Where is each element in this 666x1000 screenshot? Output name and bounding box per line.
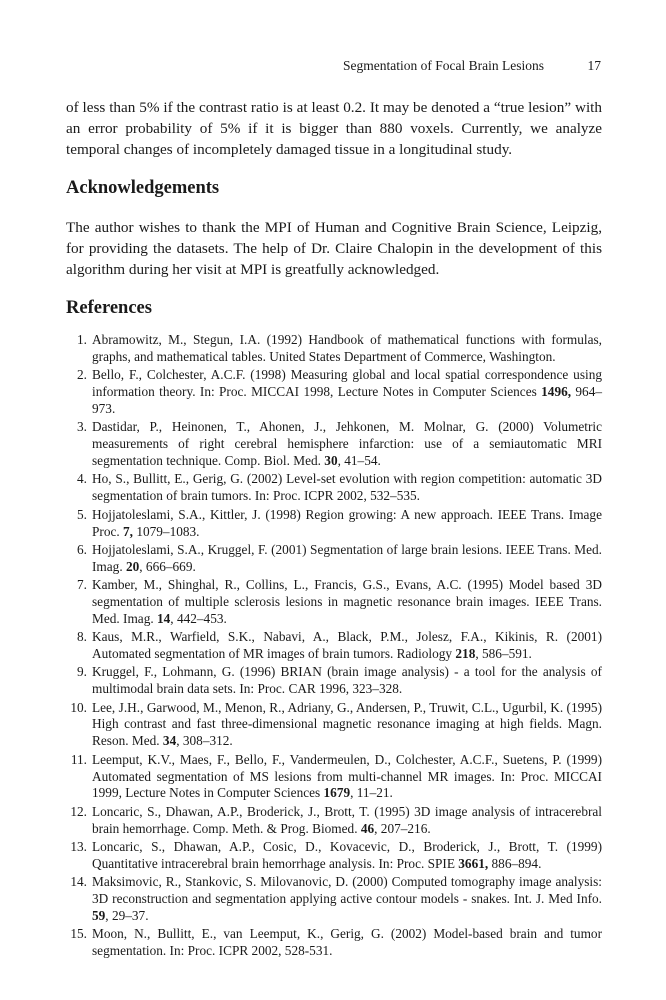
- reference-item: [66, 332, 602, 366]
- reference-number: 5.: [77, 506, 87, 522]
- reference-number: 15.: [70, 926, 87, 942]
- reference-text: Bello, F., Colchester, A.C.F. (1998) Measuring global and local spatial correspondence using information theory. In: Proc. MICCAI 1998, Lecture Notes in Computer Sciences 1496, 964–973.: [92, 367, 603, 417]
- reference-text: Leemput, K.V., Maes, F., Bello, F., Vandermeulen, D., Colchester, A.C.F., Suetens, P. (1999) Automated segmentation of MS lesions from multi-channel MR images. In: Proc. MICCAI 1999, Lecture Notes in Computer Sciences 1679, 11–21.: [92, 751, 602, 801]
- reference-text: Ho, S., Bullitt, E., Gerig, G. (2002) Level-set evolution with region competition: automatic 3D segmentation of brain tumors. In: Proc. ICPR 2002, 532–535.: [92, 471, 602, 504]
- reference-number: 14.: [70, 874, 87, 890]
- reference-item: [66, 542, 602, 576]
- reference-number: 2.: [77, 367, 87, 383]
- reference-text: Kruggel, F., Lohmann, G. (1996) BRIAN (brain image analysis) - a tool for the analysis of multimodal brain data sets. In: Proc. CAR 1996, 323–328.: [92, 664, 602, 697]
- reference-item: [66, 577, 602, 628]
- reference-text: Hojjatoleslami, S.A., Kruggel, F. (2001) Segmentation of large brain lesions. IEEE Trans. Med. Imag. 20, 666–669.: [92, 541, 602, 574]
- reference-number: 8.: [77, 629, 87, 645]
- reference-number: 10.: [70, 699, 87, 715]
- reference-number: 6.: [77, 541, 87, 557]
- reference-item: [66, 804, 602, 838]
- intro-paragraph: of less than 5% if the contrast ratio is at least 0.2. It may be denoted a “true lesion” with an error probability of 5% if it is bigger than 880 voxels. Currently, we analyze temporal changes of incompletely damaged tissue in a longitudinal study.: [66, 99, 602, 158]
- running-header-title: Segmentation of Focal Brain Lesions: [343, 58, 544, 73]
- reference-number: 3.: [77, 419, 87, 435]
- reference-volume: 218: [455, 646, 476, 662]
- reference-item: [66, 471, 602, 505]
- running-header: [343, 57, 603, 75]
- reference-volume: 59: [92, 907, 106, 923]
- reference-volume: 34: [162, 733, 177, 749]
- reference-text: Hojjatoleslami, S.A., Kittler, J. (1998) Region growing: A new approach. IEEE Trans. Image Proc. 7, 1079–1083.: [92, 506, 602, 539]
- references-list: [66, 332, 602, 961]
- reference-item: [66, 367, 602, 418]
- reference-number: 12.: [70, 803, 87, 819]
- reference-item: [66, 752, 602, 803]
- reference-number: 1.: [77, 332, 87, 347]
- reference-volume: 1679: [323, 785, 351, 801]
- reference-volume: 30: [324, 453, 338, 469]
- reference-text: Lee, J.H., Garwood, M., Menon, R., Adriany, G., Andersen, P., Truwit, C.L., Ugurbil, K. (1995) High contrast and fast three-dimensional magnetic resonance imaging at high fields. Magn. Reson. Med. 34, 308–312.: [92, 699, 602, 749]
- reference-text: Moon, N., Bullitt, E., van Leemput, K., Gerig, G. (2002) Model-based brain and tumor segmentation. In: Proc. ICPR 2002, 528-531.: [92, 926, 602, 959]
- reference-text: Loncaric, S., Dhawan, A.P., Cosic, D., Kovacevic, D., Broderick, J., Brott, T. (1999) Quantitative intracerebral brain hemorrhage analysis. In: Proc. SPIE 3661, 886–894.: [92, 838, 602, 871]
- reference-number: 13.: [70, 838, 87, 854]
- reference-text: Loncaric, S., Dhawan, A.P., Broderick, J., Brott, T. (1995) 3D image analysis of intracerebral brain hemorrhage. Comp. Meth. & Prog. Biomed. 46, 207–216.: [92, 803, 602, 836]
- reference-number: 9.: [77, 664, 87, 680]
- references-heading: References: [66, 298, 152, 318]
- reference-number: 4.: [77, 471, 87, 487]
- reference-item: [66, 664, 602, 698]
- reference-item: [66, 629, 602, 663]
- reference-text: Abramowitz, M., Stegun, I.A. (1992) Handbook of mathematical functions with formulas, graphs, and mathematical tables. United States Department of Commerce, Washington.: [92, 332, 602, 364]
- reference-volume: 3661,: [458, 855, 489, 871]
- reference-item: [66, 700, 602, 751]
- reference-volume: 46: [360, 820, 375, 836]
- reference-volume: 1496,: [541, 384, 572, 400]
- reference-item: [66, 926, 602, 960]
- acknowledgements-text: The author wishes to thank the MPI of Human and Cognitive Brain Science, Leipzig, for providing the datasets. The help of Dr. Claire Chalopin in the development of this algorithm during her visit at MPI is greatfully acknowledged.: [66, 219, 602, 278]
- reference-text: Dastidar, P., Heinonen, T., Ahonen, J., Jehkonen, M. Molnar, G. (2000) Volumetric measurements of right cerebral hemisphere infarction: use of a semiautomatic MRI segmentation technique. Comp. Biol. Med. 30, 41–54.: [92, 419, 602, 469]
- reference-volume: 14: [157, 610, 171, 626]
- reference-volume: 7,: [123, 523, 134, 539]
- reference-item: [66, 839, 602, 873]
- reference-volume: 20: [125, 558, 140, 574]
- acknowledgements-heading: Acknowledgements: [66, 178, 220, 198]
- reference-item: [66, 507, 602, 541]
- page-number: 17: [587, 58, 601, 73]
- reference-number: 7.: [77, 577, 87, 593]
- reference-text: Kaus, M.R., Warfield, S.K., Nabavi, A., Black, P.M., Jolesz, F.A., Kikinis, R. (2001) Automated segmentation of MR images of brain tumors. Radiology 218, 586–591.: [92, 629, 602, 662]
- reference-item: [66, 874, 602, 925]
- reference-item: [66, 419, 602, 470]
- reference-number: 11.: [70, 751, 87, 767]
- reference-text: Maksimovic, R., Stankovic, S. Milovanovic, D. (2000) Computed tomography image analysis: 3D reconstruction and segmentation applying active contour models - snakes. Int. J. Med Info. 59, 29–37.: [92, 874, 602, 923]
- reference-text: Kamber, M., Shinghal, R., Collins, L., Francis, G.S., Evans, A.C. (1995) Model based 3D segmentation of multiple sclerosis lesions in magnetic resonance brain images. IEEE Trans. Med. Imag. 14, 442–453.: [92, 577, 602, 626]
